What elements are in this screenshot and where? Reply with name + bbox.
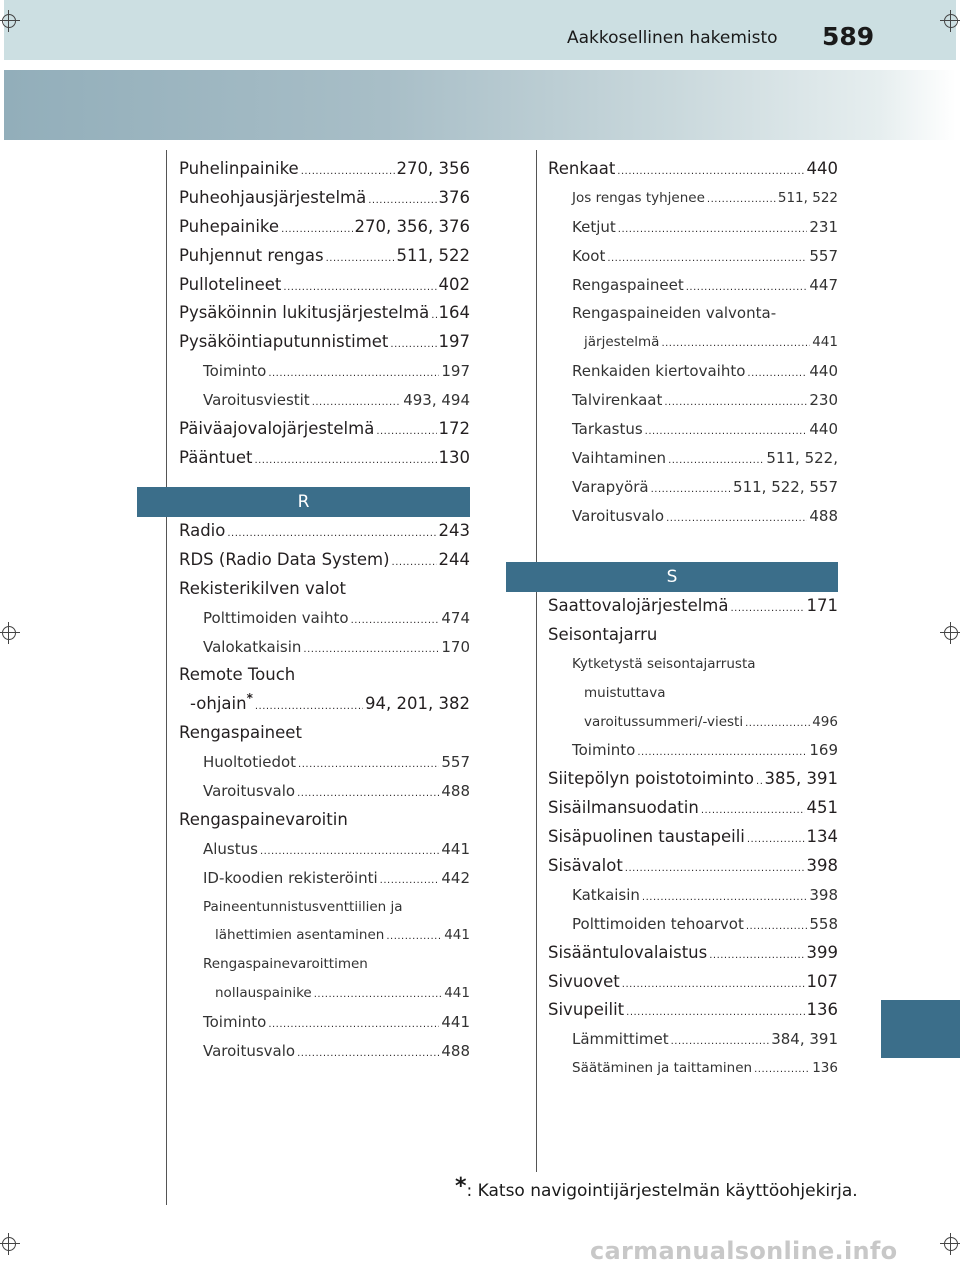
index-subentry: Varoitusvalo ..... 488: [179, 1037, 470, 1066]
index-subentry: Polttimoiden tehoarvot ..... 558: [548, 910, 838, 939]
index-entry: Sivupeilit ..... 136: [548, 996, 838, 1025]
footnote: [455, 1174, 858, 1202]
index-subentry: Varoitusvalo ..... 488: [548, 502, 838, 531]
index-subentry: Rengaspaineet ..... 447: [548, 271, 838, 300]
index-subentry: Varapyörä ..... 511, 522, 557: [548, 473, 838, 502]
index-entry: Pysäköintiaputunnistimet ..... 197: [179, 328, 470, 357]
index-subentry: Huoltotiedot ..... 557: [179, 748, 470, 777]
index-subentry: järjestelmä ..... 441: [548, 328, 838, 357]
crop-mark-icon: [0, 1233, 20, 1255]
index-column-left: [179, 155, 470, 473]
crop-mark-icon: [940, 622, 960, 644]
index-subentry: Ketjut ..... 231: [548, 213, 838, 242]
section-header-r: R: [137, 487, 470, 517]
index-subentry: Koot ..... 557: [548, 242, 838, 271]
index-entry: Rengaspainevaroitin: [179, 809, 348, 829]
index-entry: Sisäilmansuodatin ..... 451: [548, 794, 838, 823]
index-entry: Renkaat ..... 440: [548, 155, 838, 184]
index-subentry: Valokatkaisin ..... 170: [179, 633, 470, 662]
index-subentry: Renkaiden kiertovaihto ..... 440: [548, 357, 838, 386]
index-subentry: Paineentunnistusventtiilien ja: [203, 898, 403, 915]
footnote-marker: *: [246, 691, 253, 706]
index-entry: Saattovalojärjestelmä ..... 171: [548, 592, 838, 621]
index-entry: Puhjennut rengas ..... 511, 522: [179, 242, 470, 271]
section-header-s: S: [506, 562, 838, 592]
index-entry: Remote Touch: [179, 665, 296, 685]
index-subentry: Polttimoiden vaihto ..... 474: [179, 604, 470, 633]
index-subentry: Jos rengas tyhjenee ..... 511, 522: [548, 184, 838, 213]
index-subentry: lähettimien asentaminen ..... 441: [179, 921, 470, 950]
index-subentry: varoitussummeri/-viesti ..... 496: [548, 708, 838, 737]
index-entry: Radio ..... 243: [179, 517, 470, 546]
index-subentry: Toiminto ..... 441: [179, 1008, 470, 1037]
column-rule-left: [166, 150, 167, 1205]
header-bar: [4, 0, 956, 60]
index-column-right-s: [548, 592, 838, 1083]
index-entry: Seisontajarru: [548, 624, 658, 644]
index-entry: -ohjain* ..... 94, 201, 382: [179, 690, 470, 719]
index-subentry: Rengaspaineiden valvonta-: [572, 304, 777, 323]
watermark: carmanualsonline.info: [590, 1237, 898, 1265]
index-entry: Pääntuet ..... 130: [179, 444, 470, 473]
index-subentry: Katkaisin ..... 398: [548, 881, 838, 910]
index-subentry: Rengaspainevaroittimen: [203, 956, 368, 973]
footnote-text: : Katso navigointijärjestelmän käyttöohjekirja.: [466, 1181, 858, 1201]
index-column-right: [548, 155, 838, 531]
index-entry: Rekisterikilven valot: [179, 578, 346, 598]
page-title: Aakkosellinen hakemisto: [567, 28, 778, 48]
index-subentry: Toiminto ..... 197: [179, 357, 470, 386]
header-gradient-band: [4, 70, 956, 140]
footnote-star: *: [455, 1174, 467, 1199]
index-entry: Siitepölyn poistotoiminto ..... 385, 391: [548, 765, 838, 794]
index-entry: Puhelinpainike ..... 270, 356: [179, 155, 470, 184]
index-entry: Puhepainike ..... 270, 356, 376: [179, 213, 470, 242]
index-column-left-r: [179, 517, 470, 1066]
index-entry: Sisäpuolinen taustapeili ..... 134: [548, 823, 838, 852]
index-entry: Rengaspaineet: [179, 723, 302, 743]
index-entry: Päiväajovalojärjestelmä ..... 172: [179, 415, 470, 444]
index-entry: Puheohjausjärjestelmä ..... 376: [179, 184, 470, 213]
crop-mark-icon: [940, 1233, 960, 1255]
crop-mark-icon: [940, 10, 960, 32]
index-subentry: Varoitusvalo ..... 488: [179, 777, 470, 806]
index-entry: RDS (Radio Data System) ..... 244: [179, 546, 470, 575]
chapter-tab: [881, 1000, 960, 1058]
index-subentry: Talvirenkaat ..... 230: [548, 386, 838, 415]
index-subentry: muistuttava: [584, 684, 666, 701]
column-rule-middle: [536, 150, 537, 1172]
crop-mark-icon: [0, 622, 20, 644]
index-subentry: Säätäminen ja taittaminen ..... 136: [548, 1054, 838, 1083]
index-entry: Sisääntulovalaistus ..... 399: [548, 939, 838, 968]
crop-mark-icon: [0, 10, 20, 32]
index-subentry: Vaihtaminen ..... 511, 522,: [548, 444, 838, 473]
index-subentry: nollauspainike ..... 441: [179, 979, 470, 1008]
index-subentry: Lämmittimet ..... 384, 391: [548, 1025, 838, 1054]
index-subentry: Alustus ..... 441: [179, 835, 470, 864]
index-subentry: ID-koodien rekisteröinti ..... 442: [179, 864, 470, 893]
index-entry: Pysäköinnin lukitusjärjestelmä ..... 164: [179, 299, 470, 328]
index-entry: Sisävalot ..... 398: [548, 852, 838, 881]
page-number: 589: [822, 22, 875, 51]
index-subentry: Kytketystä seisontajarrusta: [572, 655, 756, 672]
index-entry: Sivuovet ..... 107: [548, 968, 838, 997]
index-subentry: Varoitusviestit ..... 493, 494: [179, 386, 470, 415]
index-entry: Pullotelineet ..... 402: [179, 271, 470, 300]
index-subentry: Toiminto ..... 169: [548, 736, 838, 765]
index-subentry: Tarkastus ..... 440: [548, 415, 838, 444]
